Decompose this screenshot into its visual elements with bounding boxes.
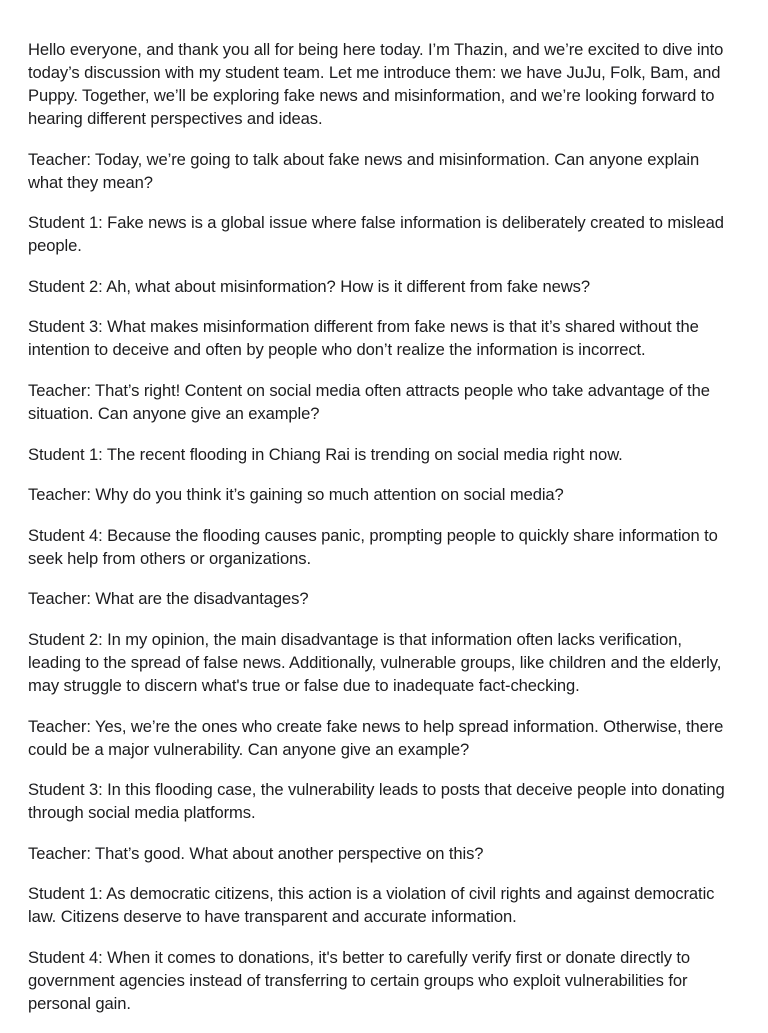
dialogue-line: Student 1: Fake news is a global issue where false information is deliberately created to mislead people.	[28, 213, 724, 256]
dialogue-line: Teacher: That’s good. What about another perspective on this?	[28, 843, 484, 863]
dialogue-line: Student 3: In this flooding case, the vulnerability leads to posts that deceive people into donating through social media platforms.	[28, 780, 725, 823]
intro-paragraph: Hello everyone, and thank you all for being here today. I’m Thazin, and we’re excited to dive into today’s discussion with my student team. Let me introduce them: we have JuJu, Folk, Bam, and Puppy. Together, we’ll be exploring fake news and misinformation, and we’re looking forward to hearing different perspectives and ideas.	[28, 40, 724, 128]
dialogue-line: Student 1: As democratic citizens, this action is a violation of civil rights and against democratic law. Citizens deserve to have transparent and accurate information.	[28, 884, 715, 927]
dialogue-line: Teacher: Yes, we’re the ones who create fake news to help spread information. Otherwise, there could be a major vulnerability. Can anyone give an example?	[28, 716, 724, 759]
dialogue-line: Student 2: Ah, what about misinformation? How is it different from fake news?	[28, 276, 591, 296]
dialogue-line: Student 4: Because the flooding causes panic, prompting people to quickly share information to seek help from others or organizations.	[28, 525, 718, 568]
dialogue-line: Teacher: Why do you think it’s gaining so much attention on social media?	[28, 485, 564, 505]
dialogue-line: Student 2: In my opinion, the main disadvantage is that information often lacks verification, leading to the spread of false news. Additionally, vulnerable groups, like children and the elderly, may struggle to discern what's true or false due to inadequate fact-checking.	[28, 629, 722, 695]
document-body	[28, 38, 728, 1033]
dialogue-line: Teacher: What are the disadvantages?	[28, 589, 309, 609]
dialogue-line: Student 4: When it comes to donations, it's better to carefully verify first or donate directly to government agencies instead of transferring to certain groups who exploit vulnerabilities for personal gain.	[28, 947, 691, 1013]
dialogue-line: Teacher: Today, we’re going to talk about fake news and misinformation. Can anyone explain what they mean?	[28, 149, 700, 192]
dialogue-line: Student 1: The recent flooding in Chiang Rai is trending on social media right now.	[28, 444, 623, 464]
dialogue-line: Teacher: That’s right! Content on social media often attracts people who take advantage of the situation. Can anyone give an example?	[28, 380, 710, 423]
dialogue-line: Student 3: What makes misinformation different from fake news is that it’s shared without the intention to deceive and often by people who don’t realize the information is incorrect.	[28, 317, 699, 360]
